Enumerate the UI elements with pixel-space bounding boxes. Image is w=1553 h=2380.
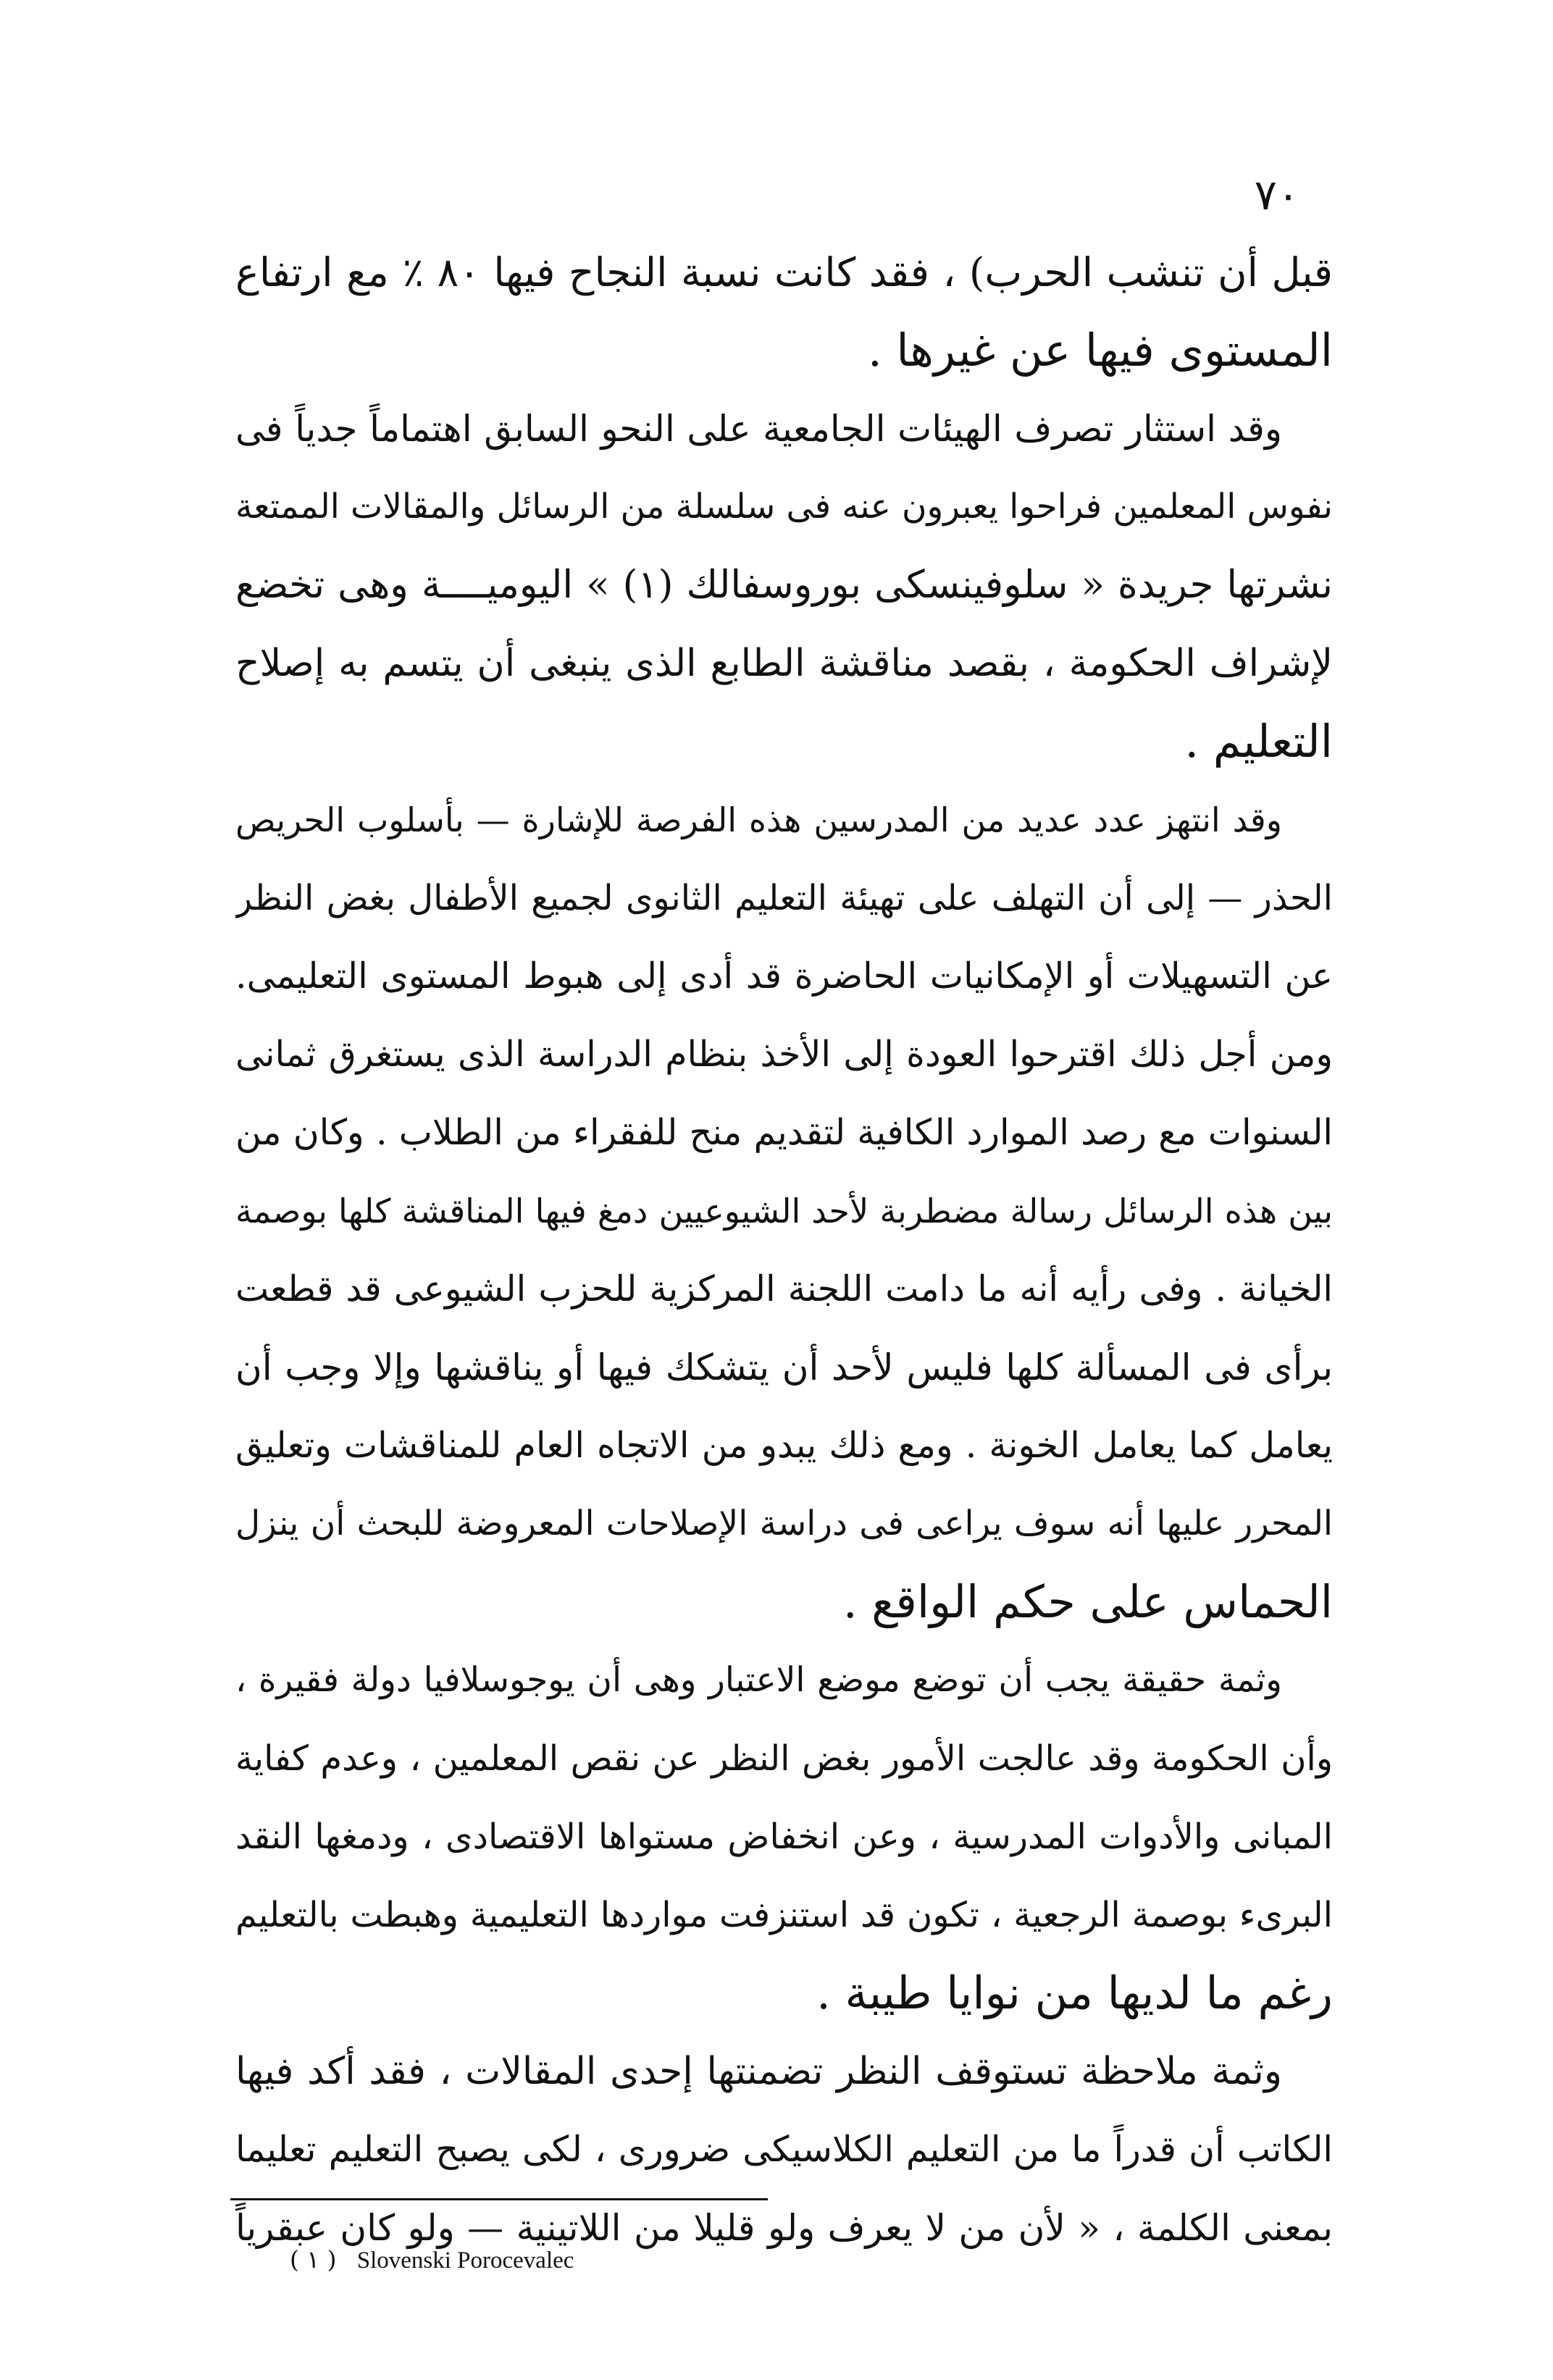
text-line: الكاتب أن قدراً ما من التعليم الكلاسيكى ضرورى ، لكى يصبح التعليم تعليما — [235, 2129, 1333, 2170]
page-number: ٧٠ — [1254, 170, 1299, 219]
text-line: يعامل كما يعامل الخونة . ومع ذلك يبدو من الاتجاه العام للمناقشات وتعليق — [235, 1425, 1333, 1466]
text-line: البرىء بوصمة الرجعية ، تكون قد استنزفت مواردها التعليمية وهبطت بالتعليم — [235, 1895, 1333, 1935]
text-line: قبل أن تنشب الحرب) ، فقد كانت نسبة النجاح فيها ٨٠ ٪ مع ارتفاع — [235, 249, 1333, 296]
footnote-text: Slovenski Porocevalec — [356, 2247, 574, 2274]
text-line: الحذر — إلى أن التهلف على تهيئة التعليم الثانوى لجميع الأطفال بغض النظر — [235, 878, 1333, 918]
text-line: المبانى والأدوات المدرسية ، وعن انخفاض مستواها الاقتصادى ، ودمغها النقد — [235, 1817, 1333, 1857]
text-line: عن التسهيلات أو الإمكانيات الحاضرة قد أدى إلى هبوط المستوى التعليمى. — [235, 955, 1333, 997]
text-line: وثمة حقيقة يجب أن توضع موضع الاعتبار وهى أن يوجوسلافيا دولة فقيرة ، — [235, 1660, 1282, 1700]
footnote — [290, 2247, 574, 2273]
footnote-divider — [230, 2198, 768, 2200]
text-line: نفوس المعلمين فراحوا يعبرون عنه فى سلسلة من الرسائل والمقالات الممتعة — [235, 487, 1333, 527]
text-line: وقد انتهز عدد عديد من المدرسين هذه الفرصة للإشارة — بأسلوب الحريص — [235, 800, 1282, 839]
body-text — [235, 233, 1333, 2267]
text-line: المستوى فيها عن غيرها . — [867, 324, 1333, 377]
text-line: الخيانة . وفى رأيه أنه ما دامت اللجنة المركزية للحزب الشيوعى قد قطعت — [235, 1268, 1333, 1310]
text-line: لإشراف الحكومة ، بقصد مناقشة الطابع الذى ينبغى أن يتسم به إصلاح — [235, 642, 1333, 685]
text-line: وأن الحكومة وقد عالجت الأمور بغض النظر عن نقص المعلمين ، وعدم كفاية — [235, 1738, 1333, 1779]
text-line: ومن أجل ذلك اقترحوا العودة إلى الأخذ بنظام الدراسة الذى يستغرق ثمانى — [235, 1034, 1333, 1075]
text-line: بين هذه الرسائل رسالة مضطربة لأحد الشيوعيين دمغ فيها المناقشة كلها بوصمة — [235, 1191, 1333, 1231]
text-line: نشرتها جريدة « سلوفينسكى بوروسفالك (١) » اليوميــــة وهى تخضع — [235, 563, 1333, 607]
text-line: التعليم . — [1184, 715, 1333, 768]
text-line: وثمة ملاحظة تستوقف النظر تضمنتها إحدى المقالات ، فقد أكد فيها — [235, 2050, 1282, 2093]
text-line: المحرر عليها أنه سوف يراعى فى دراسة الإصلاحات المعروضة للبحث أن ينزل — [235, 1504, 1333, 1543]
text-line: رغم ما لديها من نوايا طيبة . — [816, 1966, 1333, 2019]
text-line: السنوات مع رصد الموارد الكافية لتقديم منح للفقراء من الطلاب . وكان من — [235, 1112, 1333, 1153]
text-line: وقد استثار تصرف الهيئات الجامعية على النحو السابق اهتماماً جدياً فى — [235, 408, 1282, 450]
text-line: الحماس على حكم الواقع . — [842, 1575, 1333, 1628]
text-line: بمعنى الكلمة ، « لأن من لا يعرف ولو قليلا من اللاتينية — ولو كان عبقرياً — [235, 2207, 1333, 2249]
footnote-marker: ( ١ ) — [290, 2245, 337, 2274]
text-line: برأى فى المسألة كلها فليس لأحد أن يتشكك فيها أو يناقشها وإلا وجب أن — [235, 1346, 1333, 1388]
